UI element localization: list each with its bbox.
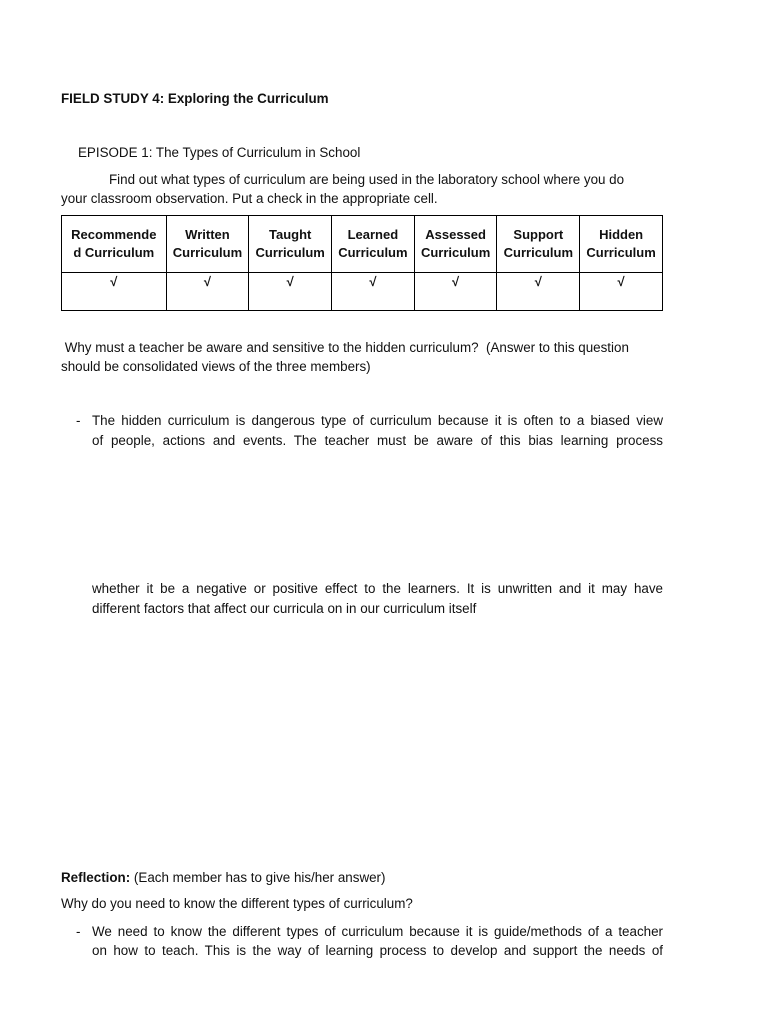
table-header-row [62,216,663,273]
question-line-1: Why must a teacher be aware and sensitive to the hidden curriculum? (Answer to this question [61,340,629,355]
check-cell-hidden: √ [580,273,663,311]
header-assessed: Assessed Curriculum [414,216,497,273]
check-cell-recommended: √ [62,273,167,311]
check-cell-learned: √ [332,273,415,311]
instructions-line-1: Find out what types of curriculum are being used in the laboratory school where you do [109,172,625,187]
reflection-answer-line-2: on how to teach. This is the way of learning process to develop and support the needs of [92,943,663,958]
question-line-2: should be consolidated views of the three members) [61,359,371,374]
reflection-answer-line-1: We need to know the different types of curriculum because it is guide/methods of a teacher [92,924,663,939]
check-cell-taught: √ [249,273,332,311]
header-hidden: Hidden Curriculum [580,216,663,273]
page-title: FIELD STUDY 4: Exploring the Curriculum [61,91,329,106]
reflection-answer-bullet: - [76,924,81,939]
reflection-question: Why do you need to know the different types of curriculum? [61,896,413,911]
header-support: Support Curriculum [497,216,580,273]
header-learned: Learned Curriculum [332,216,415,273]
reflection-note: (Each member has to give his/her answer) [130,870,386,885]
header-recommended: Recommende d Curriculum [62,216,167,273]
answer-1-line-4: different factors that affect our curricula on in our curriculum itself [92,601,477,616]
answer-1-bullet: - [76,413,81,428]
header-written: Written Curriculum [166,216,249,273]
header-taught: Taught Curriculum [249,216,332,273]
check-cell-assessed: √ [414,273,497,311]
table-row [62,273,663,311]
reflection-label: Reflection: [61,870,131,885]
answer-1-line-2: of people, actions and events. The teacher must be aware of this bias learning process [92,433,663,448]
answer-1-line-3: whether it be a negative or positive effect to the learners. It is unwritten and it may have [92,581,663,596]
curriculum-table [61,215,663,311]
check-cell-written: √ [166,273,249,311]
reflection-heading [61,868,385,887]
episode-heading: EPISODE 1: The Types of Curriculum in School [78,145,361,160]
instructions-line-2: your classroom observation. Put a check in the appropriate cell. [61,191,438,206]
check-cell-support: √ [497,273,580,311]
answer-1-line-1: The hidden curriculum is dangerous type of curriculum because it is often to a biased view [92,413,663,428]
